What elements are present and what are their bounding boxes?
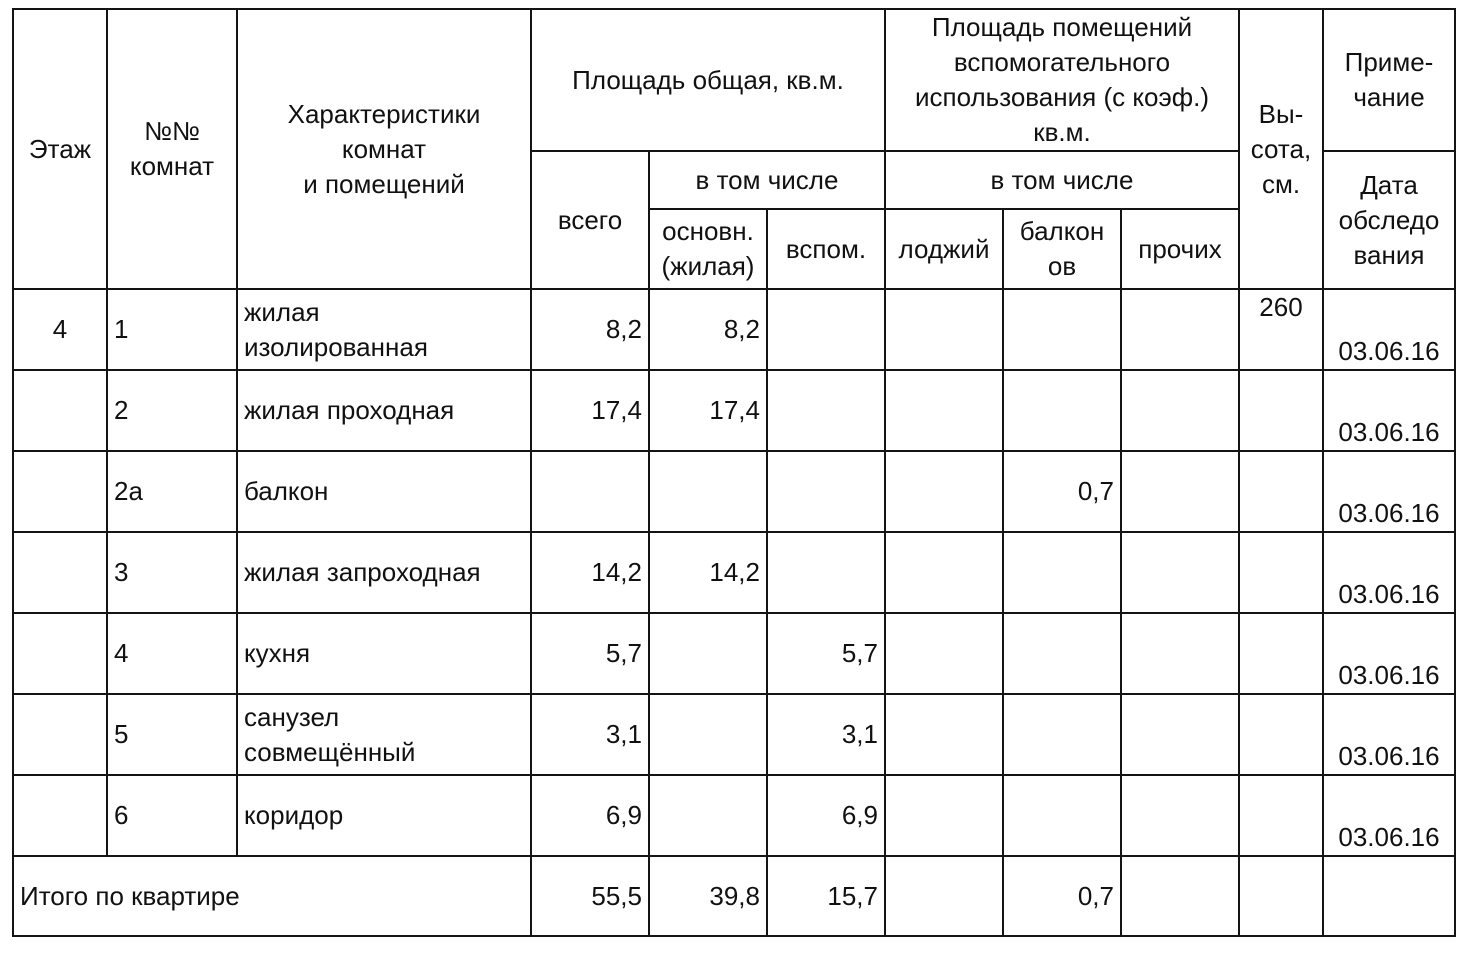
cell-date: 03.06.16	[1323, 451, 1455, 532]
total-all: 55,5	[531, 856, 649, 936]
header-loggias: лоджий	[885, 209, 1003, 289]
cell-date: 03.06.16	[1323, 613, 1455, 694]
cell-balcony: 0,7	[1003, 451, 1121, 532]
cell-floor	[13, 613, 107, 694]
cell-date: 03.06.16	[1323, 694, 1455, 775]
cell-loggia	[885, 613, 1003, 694]
cell-aux	[767, 370, 885, 451]
cell-main	[649, 775, 767, 856]
cell-loggia	[885, 694, 1003, 775]
cell-name: жилая изолированная	[237, 289, 531, 370]
cell-main: 14,2	[649, 532, 767, 613]
table-row	[13, 370, 1455, 451]
cell-balcony	[1003, 694, 1121, 775]
cell-main: 8,2	[649, 289, 767, 370]
total-date	[1323, 856, 1455, 936]
cell-date: 03.06.16	[1323, 775, 1455, 856]
cell-date: 03.06.16	[1323, 532, 1455, 613]
cell-other	[1121, 613, 1239, 694]
cell-total	[531, 451, 649, 532]
header-total-area: Площадь общая, кв.м.	[531, 9, 885, 151]
cell-floor	[13, 451, 107, 532]
cell-other	[1121, 451, 1239, 532]
cell-loggia	[885, 370, 1003, 451]
cell-date: 03.06.16	[1323, 289, 1455, 370]
table-row	[13, 532, 1455, 613]
cell-other	[1121, 370, 1239, 451]
cell-main	[649, 694, 767, 775]
cell-total: 14,2	[531, 532, 649, 613]
header-main-living: основн. (жилая)	[649, 209, 767, 289]
cell-height	[1239, 694, 1323, 775]
header-row-1	[13, 9, 1455, 151]
header-including-aux: в том числе	[885, 151, 1239, 209]
cell-name: кухня	[237, 613, 531, 694]
cell-balcony	[1003, 289, 1121, 370]
total-loggia	[885, 856, 1003, 936]
header-room-number: №№ комнат	[107, 9, 237, 289]
cell-aux: 5,7	[767, 613, 885, 694]
cell-name: балкон	[237, 451, 531, 532]
cell-balcony	[1003, 532, 1121, 613]
cell-total: 5,7	[531, 613, 649, 694]
cell-room: 5	[107, 694, 237, 775]
cell-total: 8,2	[531, 289, 649, 370]
total-main: 39,8	[649, 856, 767, 936]
cell-loggia	[885, 532, 1003, 613]
cell-floor	[13, 532, 107, 613]
header-survey-date: Дата обследо вания	[1323, 151, 1455, 289]
total-balcony: 0,7	[1003, 856, 1121, 936]
cell-height	[1239, 775, 1323, 856]
header-height: Вы- сота, см.	[1239, 9, 1323, 289]
total-height	[1239, 856, 1323, 936]
header-including: в том числе	[649, 151, 885, 209]
room-area-table	[12, 8, 1456, 937]
cell-height	[1239, 451, 1323, 532]
cell-main	[649, 451, 767, 532]
cell-floor	[13, 370, 107, 451]
header-all: всего	[531, 151, 649, 289]
cell-room: 4	[107, 613, 237, 694]
cell-other	[1121, 775, 1239, 856]
cell-aux: 3,1	[767, 694, 885, 775]
header-note: Приме- чание	[1323, 9, 1455, 151]
cell-height	[1239, 370, 1323, 451]
cell-name: жилая проходная	[237, 370, 531, 451]
cell-balcony	[1003, 370, 1121, 451]
header-characteristics: Характеристики комнат и помещений	[237, 9, 531, 289]
cell-height: 260	[1239, 289, 1323, 370]
header-other: прочих	[1121, 209, 1239, 289]
cell-name: жилая запроходная	[237, 532, 531, 613]
cell-other	[1121, 532, 1239, 613]
total-aux: 15,7	[767, 856, 885, 936]
cell-height	[1239, 613, 1323, 694]
table-row	[13, 451, 1455, 532]
cell-floor	[13, 694, 107, 775]
cell-floor	[13, 775, 107, 856]
header-floor: Этаж	[13, 9, 107, 289]
cell-date: 03.06.16	[1323, 370, 1455, 451]
cell-total: 3,1	[531, 694, 649, 775]
cell-name: санузел совмещённый	[237, 694, 531, 775]
table-row	[13, 613, 1455, 694]
table-row	[13, 694, 1455, 775]
cell-other	[1121, 694, 1239, 775]
total-label: Итого по квартире	[13, 856, 531, 936]
table-row	[13, 775, 1455, 856]
header-aux-area: Площадь помещений вспомогательного использования (с коэф.) кв.м.	[885, 9, 1239, 151]
cell-room: 3	[107, 532, 237, 613]
cell-aux	[767, 289, 885, 370]
cell-total: 17,4	[531, 370, 649, 451]
cell-aux	[767, 451, 885, 532]
cell-room: 2а	[107, 451, 237, 532]
cell-main: 17,4	[649, 370, 767, 451]
header-balconies: балкон ов	[1003, 209, 1121, 289]
cell-room: 6	[107, 775, 237, 856]
header-auxiliary: вспом.	[767, 209, 885, 289]
total-row	[13, 856, 1455, 936]
cell-loggia	[885, 775, 1003, 856]
cell-floor: 4	[13, 289, 107, 370]
cell-room: 2	[107, 370, 237, 451]
total-other	[1121, 856, 1239, 936]
cell-balcony	[1003, 613, 1121, 694]
cell-loggia	[885, 289, 1003, 370]
cell-height	[1239, 532, 1323, 613]
cell-name: коридор	[237, 775, 531, 856]
cell-other	[1121, 289, 1239, 370]
cell-loggia	[885, 451, 1003, 532]
cell-aux: 6,9	[767, 775, 885, 856]
cut-off-bottom-edge	[0, 951, 1473, 961]
cell-balcony	[1003, 775, 1121, 856]
cell-main	[649, 613, 767, 694]
cell-total: 6,9	[531, 775, 649, 856]
cell-aux	[767, 532, 885, 613]
cell-room: 1	[107, 289, 237, 370]
table-row	[13, 289, 1455, 370]
